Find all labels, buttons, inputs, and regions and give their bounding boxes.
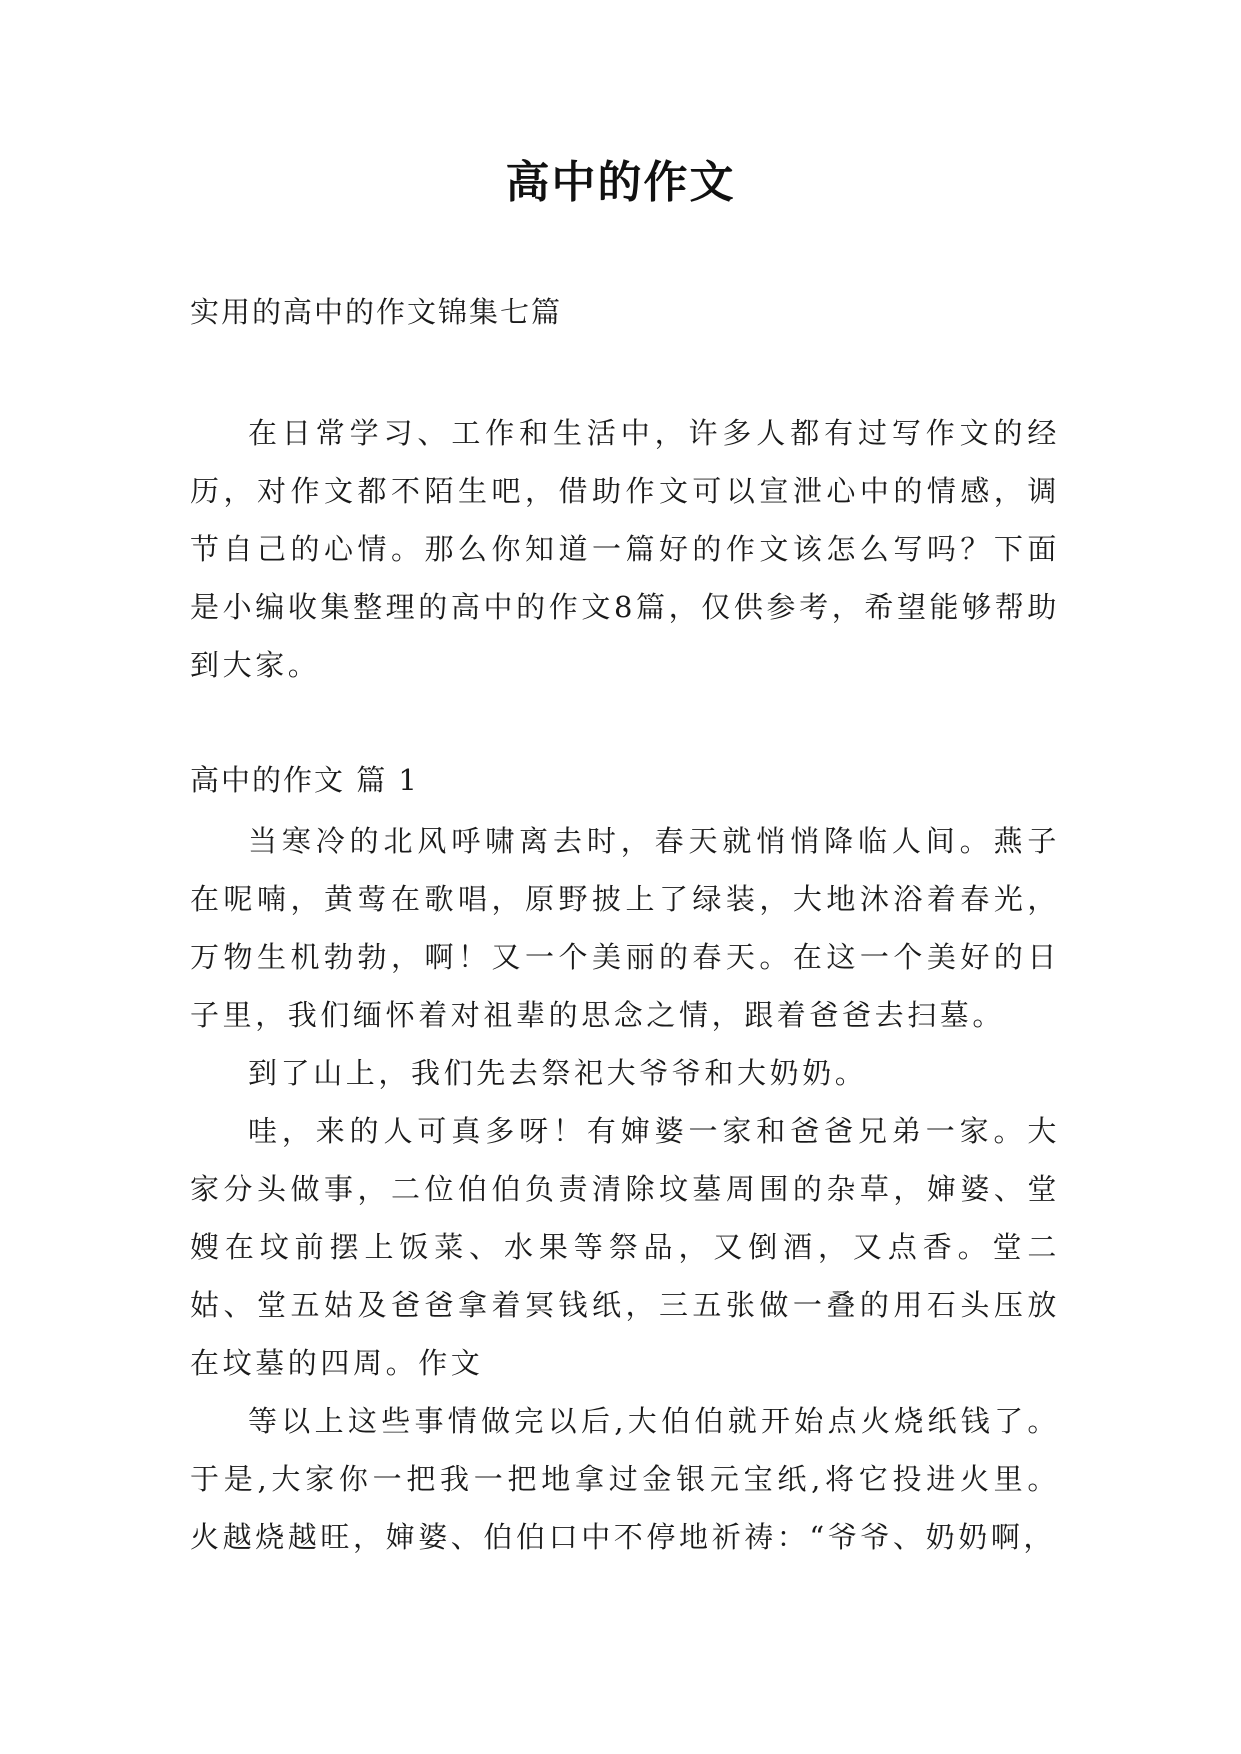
essay-body [190, 812, 1060, 1566]
section-heading: 高中的作文 篇 1 [190, 763, 419, 797]
document-subtitle: 实用的高中的作文锦集七篇 [190, 295, 563, 329]
essay-paragraph-3: 哇，来的人可真多呀！有婶婆一家和爸爸兄弟一家。大家分头做事，二位伯伯负责清除坟墓周围的杂草，婶婆、堂嫂在坟前摆上饭菜、水果等祭品，又倒酒，又点香。堂二姑、堂五姑及爸爸拿着冥钱纸，三五张做一叠的用石头压放在坟墓的四周。作文 [190, 1114, 1060, 1380]
intro-block [190, 404, 1060, 694]
intro-paragraph: 在日常学习、工作和生活中，许多人都有过写作文的经历，对作文都不陌生吧，借助作文可以宣泄心中的情感，调节自己的心情。那么你知道一篇好的作文该怎么写吗？下面是小编收集整理的高中的作文8篇，仅供参考，希望能够帮助到大家。 [190, 416, 1060, 682]
essay-paragraph-2: 到了山上，我们先去祭祀大爷爷和大奶奶。 [248, 1056, 868, 1090]
document-title: 高中的作文 [505, 157, 736, 208]
essay-paragraph-1: 当寒冷的北风呼啸离去时，春天就悄悄降临人间。燕子在呢喃，黄莺在歌唱，原野披上了绿装，大地沐浴着春光，万物生机勃勃，啊！又一个美丽的春天。在这一个美好的日子里，我们缅怀着对祖辈的思念之情，跟着爸爸去扫墓。 [190, 824, 1060, 1032]
essay-paragraph-4: 等以上这些事情做完以后,大伯伯就开始点火烧纸钱了。于是,大家你一把我一把地拿过金银元宝纸,将它投进火里。火越烧越旺，婶婆、伯伯口中不停地祈祷：“爷爷、奶奶啊， [190, 1404, 1060, 1554]
